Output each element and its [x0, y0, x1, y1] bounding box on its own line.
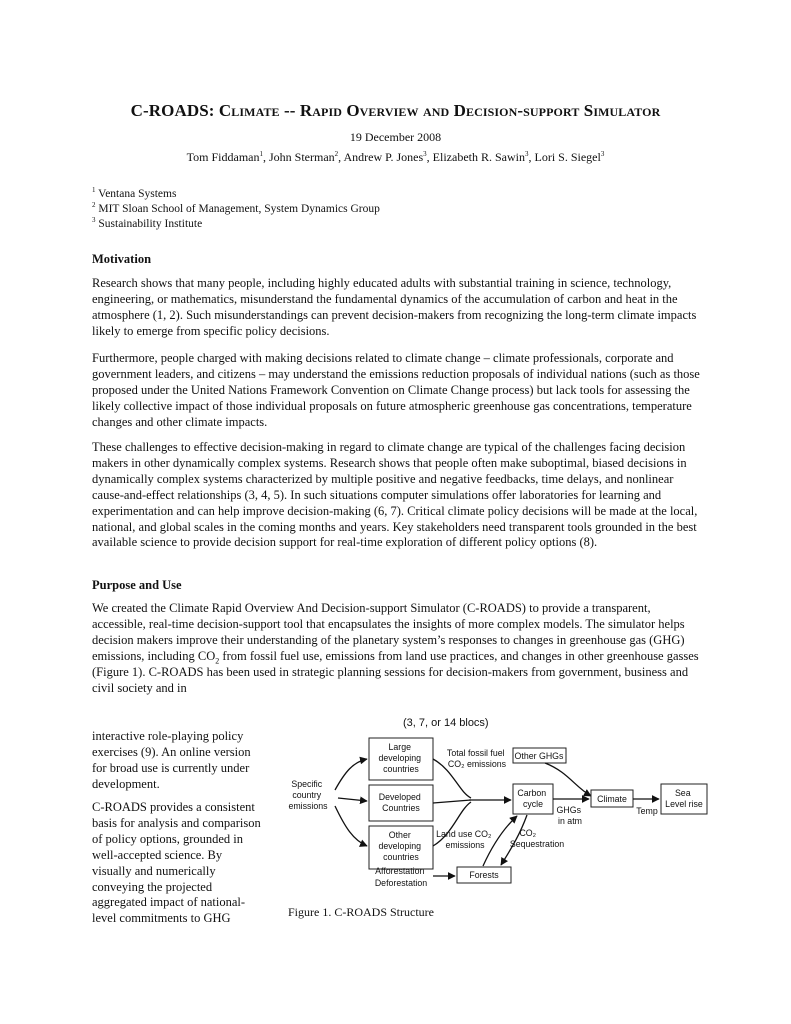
affiliation-text: MIT Sloan School of Management, System Dynamics Group [98, 203, 380, 215]
other-developing-label: Other developing countries [378, 830, 422, 862]
author-name: Lori S. Siegel [534, 150, 601, 164]
affiliation-number: 2 [92, 201, 96, 210]
affiliation-number: 3 [92, 216, 96, 225]
author-name: John Sterman [268, 150, 335, 164]
affiliation-list [92, 187, 380, 232]
author-list: Tom Fiddaman$^1$, John Sterman$^2$, Andrew P. Jones$^3$, Elizabeth R. Sawin$^3$, Lori S. Siegel$^3$ [186, 150, 605, 164]
author-affiliation-marker: 2 [334, 150, 339, 158]
arrow-to-developed [338, 798, 367, 801]
author-name: Tom Fiddaman [186, 150, 260, 164]
arrow-developed-to-fossil [433, 800, 471, 803]
author-name: Elizabeth R. Sawin [432, 150, 525, 164]
affiliation-text: Sustainability Institute [98, 218, 203, 230]
purpose-paragraph-1-continued: interactive role-playing policy exercises (9). An online version for broad use is currently under development. [92, 729, 251, 791]
publication-date: 19 December 2008 [349, 130, 442, 144]
author-affiliation-marker: 3 [525, 150, 529, 158]
developed-label: Developed Countries [378, 792, 421, 813]
affiliation-item [92, 187, 380, 202]
temp-label: Temp [636, 806, 658, 816]
forests-label: Forests [469, 870, 499, 880]
author-affiliation-marker: 3 [423, 150, 427, 158]
section-heading-purpose: Purpose and Use [92, 578, 182, 592]
ghgs-in-atm-label: GHGs in atm [556, 805, 582, 826]
affiliation-text: Ventana Systems [98, 188, 177, 200]
affiliation-number: 1 [92, 186, 96, 195]
co2-sequestration-label: CO₂ Sequestration [509, 828, 565, 849]
motivation-paragraph-1: Research shows that many people, including highly educated adults with substantial training in science, technology, engineering, or mathematics, misunderstand the fundamental dynamics of the accumulation of carbon and heat in the atmosphere (1, 2). Such misunderstandings can prevent decision-makers from recognizing the long-term climate impacts likely to emerge from specific policy decisions. [92, 276, 697, 338]
section-heading-motivation: Motivation [92, 252, 152, 266]
sea-level-label: Sea Level rise [665, 788, 703, 809]
afforestation-label: Afforestation Deforestation [374, 866, 428, 888]
paper-title: C-ROADS: Climate -- Rapid Overview and Decision-support Simulator [130, 101, 661, 120]
purpose-paragraph-2: C-ROADS provides a consistent basis for analysis and comparison of policy options, grounded in well-accepted science. By visually and numerically conveying the projected aggregated impact of national-level commitments to GHG [92, 800, 261, 926]
author-affiliation-marker: 3 [600, 150, 605, 158]
motivation-paragraph-2: Furthermore, people charged with making decisions related to climate change – climate professionals, corporate and government leaders, and citizens – may understand the emissions reduction proposals of individual nations (such as those proposed under the United Nations Framework Convention on Climate Change process) but lack tools for assessing the likely collective impact of those individual proposals on future atmospheric greenhouse gas concentrations, temperature changes and other climate impacts. [92, 351, 700, 429]
arrow-to-other-developing [335, 806, 367, 846]
figure-1-caption: Figure 1. C-ROADS Structure [288, 905, 434, 919]
blocs-label: (3, 7, or 14 blocs) [403, 717, 489, 729]
carbon-cycle-label: Carbon cycle [517, 788, 547, 809]
climate-label: Climate [597, 794, 627, 804]
land-use-emissions-label: Land use CO₂ emissions [436, 829, 492, 850]
author-name: Andrew P. Jones [343, 150, 424, 164]
affiliation-item [92, 202, 380, 217]
other-ghgs-label: Other GHGs [514, 751, 564, 761]
affiliation-item [92, 217, 380, 232]
motivation-paragraph-3: These challenges to effective decision-making in regard to climate change are typical of the challenges facing decision makers in other dynamically complex systems. Research shows that people often make suboptimal, biased decisions in dynamically complex systems characterized by multiple positive and negative feedbacks, time delays, and nonlinear cause-and-effect relationships (3, 4, 5). In such situations computer simulations offer laboratories for learning and experimentation and can help improve decision-making (6, 7). Critical climate policy decisions will be made at the local, national, and global scales in the coming months and years. Key stakeholders need transparent tools grounded in the best available science to provide decision support for real-time exploration of different policy options (8). [92, 440, 698, 550]
figure-1-diagram [283, 712, 713, 902]
purpose-paragraph-1: We created the Climate Rapid Overview And Decision-support Simulator (C-ROADS) to provide a transparent, accessible, real-time decision-support tool that encapsulates the insights of more complex models. The simulator helps decision makers improve their understanding of the planetary system’s responses to changes in greenhouse gas (GHG) emissions, including $CO_2$ from fossil fuel use, emissions from land use practices, and changes in other greenhouse gasses (Figure 1). C-ROADS has been used in strategic planning sessions for decision-makers from government, business and civil society and in [92, 601, 699, 695]
large-developing-label: Large developing countries [378, 742, 422, 774]
arrow-to-large-developing [335, 759, 367, 790]
author-affiliation-marker: 1 [259, 150, 263, 158]
fossil-emissions-label: Total fossil fuel CO₂ emissions [446, 748, 507, 769]
specific-emissions-label: Specific country emissions [288, 779, 328, 811]
